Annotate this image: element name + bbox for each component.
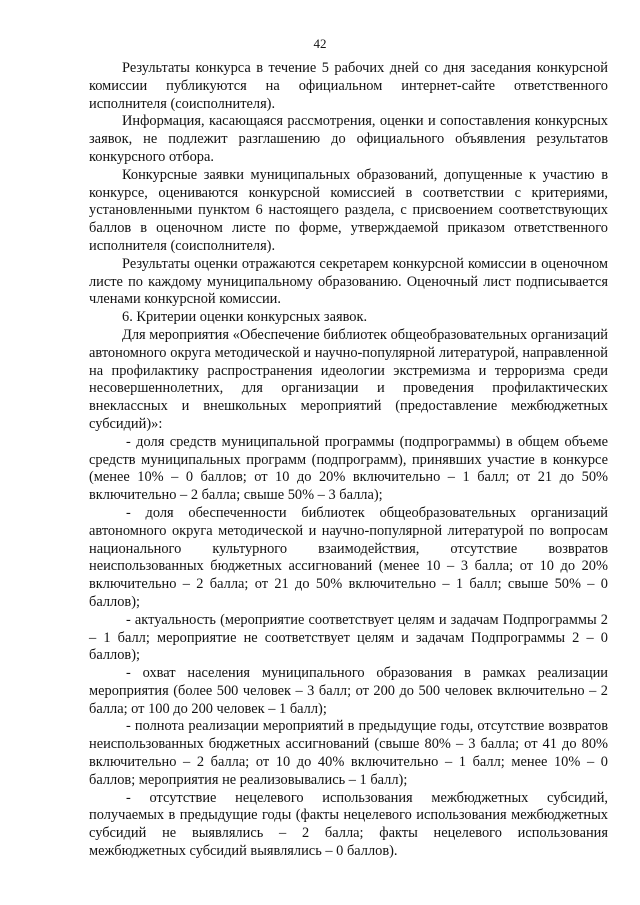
page-number: 42 [313, 36, 327, 51]
paragraph-evaluation-sheet: Результаты оценки отражаются секретарем конкурсной комиссии в оценочном листе по каждому муниципальному образованию. Оценочный лист подписывается членами конкурсной комиссии. [89, 255, 608, 308]
criterion-item-population-coverage: - охват населения муниципального образования в рамках реализации мероприятия (более 500 человек – 3 балл; от 200 до 500 человек включительно – 2 балла; от 100 до 200 человек – 1 балл); [89, 665, 608, 717]
paragraph-results-publication: Результаты конкурса в течение 5 рабочих дней со дня заседания конкурсной комиссии публикуются на официальном интернет-сайте ответственного исполнителя (соисполнителя). [89, 60, 608, 112]
paragraph-confidentiality: Информация, касающаяся рассмотрения, оценки и сопоставления конкурсных заявок, не подлежит разглашению до официального объявления результатов конкурсного отбора. [89, 113, 608, 165]
section-heading-criteria: 6. Критерии оценки конкурсных заявок. [122, 309, 368, 326]
criterion-item-relevance: - актуальность (мероприятие соответствует целям и задачам Подпрограммы 2 – 1 балл; мероприятие не соответствует целям и задачам Подпрограммы 2 – 0 баллов); [89, 611, 608, 664]
document-body [89, 60, 608, 861]
paragraph-event-description: Для мероприятия «Обеспечение библиотек общеобразовательных организаций автономного округа методической и научно-популярной литературой, направленной на профилактику распространения идеологии экстремизма и терроризма среди несовершеннолетних, для организации и проведения профилактических внеклассных и внешкольных мероприятий (предоставление межбюджетных субсидий)»: [89, 326, 608, 432]
criterion-item-implementation-completeness: - полнота реализации мероприятий в предыдущие годы, отсутствие возвратов неиспользованных бюджетных ассигнований (свыше 80% – 3 балла; от 41 до 80% включительно – 2 балла; от 10 до 40% включительно – 1 балл; менее 10% – 0 баллов; мероприятия не реализовывались – 1 балл); [89, 718, 608, 788]
criterion-item-no-misuse: - отсутствие нецелевого использования межбюджетных субсидий, получаемых в предыдущие годы (факты нецелевого использования межбюджетных субсидий не выявлялись – 2 балла; факты нецелевого использования межбюджетных субсидий выявлялись – 0 баллов). [89, 789, 608, 860]
paragraph-evaluation: Конкурсные заявки муниципальных образований, допущенные к участию в конкурсе, оцениваются конкурсной комиссией в соответствии с критериями, установленными пунктом 6 настоящего раздела, с присвоением соответствующих баллов в оценочном листе по форме, утверждаемой приказом ответственного исполнителя (соисполнителя). [89, 166, 608, 254]
criterion-item-program-share: - доля средств муниципальной программы (подпрограммы) в общем объеме средств муниципальных программ (подпрограмм), принявших участие в конкурсе (менее 10% – 0 баллов; от 10 до 20% включительно – 1 балл; от 21 до 50% включительно – 2 балла; свыше 50% – 3 балла); [89, 433, 608, 504]
criterion-item-library-provision: - доля обеспеченности библиотек общеобразовательных организаций автономного округа методической и научно-популярной литературой по вопросам национального культурного взаимодействия, отсутствие возвратов неиспользованных бюджетных ассигнований (менее 10 – 3 балла; от 10 до 20% включительно – 2 балла; от 21 до 50% включительно – 1 балл; свыше 50% – 0 баллов); [89, 504, 608, 610]
